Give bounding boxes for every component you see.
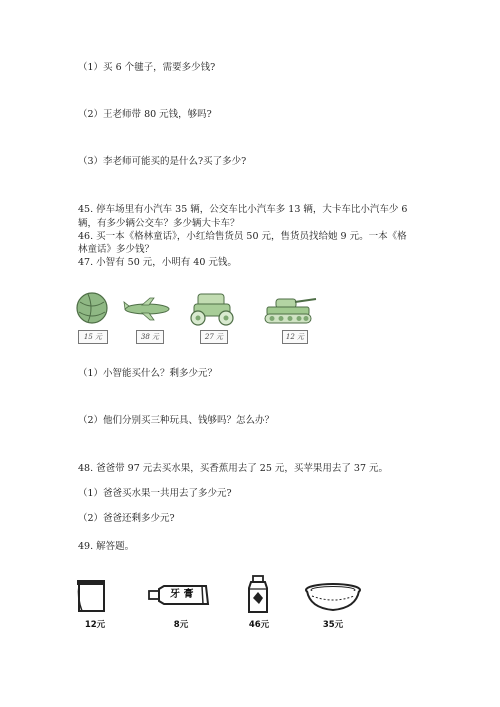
ball-icon (74, 290, 110, 326)
toy-price-airplane: 38 元 (136, 330, 164, 344)
q48-stem: 48. 爸爸带 97 元去买水果，买香蕉用去了 25 元，买苹果用去了 37 元。 (78, 463, 389, 474)
q44-part-2: （2）王老师带 80 元钱，够吗? (78, 109, 212, 120)
q45-line-2: 辆，有多少辆公交车？多少辆大卡车？ (78, 218, 240, 229)
bottle-icon (244, 574, 272, 614)
q46-line-2: 林童话》多少钱？ (78, 244, 155, 255)
q44-part-3: （3）李老师可能买的是什么?买了多少? (78, 156, 247, 167)
toothpaste-label: 牙 膏 (170, 589, 194, 600)
toy-car-icon (188, 290, 236, 328)
item-toothpaste (148, 583, 210, 607)
q44-part-1: （1）买 6 个毽子，需要多少钱? (78, 62, 216, 73)
q47-stem: 47. 小智有 50 元，小明有 40 元钱。 (78, 257, 237, 268)
item-price-towel: 12元 (84, 620, 106, 630)
toy-airplane (122, 296, 172, 322)
item-basin (304, 582, 362, 614)
q45-line-1: 45. 停车场里有小汽车 35 辆，公交车比小汽车多 13 辆，大卡车比小汽车少 6 (78, 204, 408, 215)
q46-line-1: 46. 买一本《格林童话》，小红给售货员 50 元，售货员找给她 9 元。一本《格 (78, 231, 407, 242)
toy-car (188, 290, 236, 328)
item-price-toothpaste: 8元 (173, 620, 189, 630)
q48-part-1: （1）爸爸买水果一共用去了多少元? (78, 488, 232, 499)
item-bottle (244, 574, 272, 614)
q48-part-2: （2）爸爸还剩多少元? (78, 513, 175, 524)
toy-price-tank: 12 元 (282, 330, 308, 344)
q49-stem: 49. 解答题。 (78, 541, 135, 552)
item-price-basin: 35元 (322, 620, 344, 630)
q47-part-1: （1）小智能买什么？剩多少元？ (78, 368, 218, 379)
toy-price-car: 27 元 (200, 330, 228, 344)
toy-price-ball: 15 元 (78, 330, 108, 344)
item-towel (74, 578, 110, 614)
item-price-bottle: 46元 (248, 620, 270, 630)
toy-ball (74, 290, 110, 326)
q47-part-2: （2）他们分别买三种玩具、钱够吗？怎么办？ (78, 415, 275, 426)
toy-tank (262, 293, 318, 325)
airplane-icon (122, 296, 172, 322)
towel-icon (74, 578, 110, 614)
tank-icon (262, 293, 318, 325)
basin-icon (304, 582, 362, 614)
